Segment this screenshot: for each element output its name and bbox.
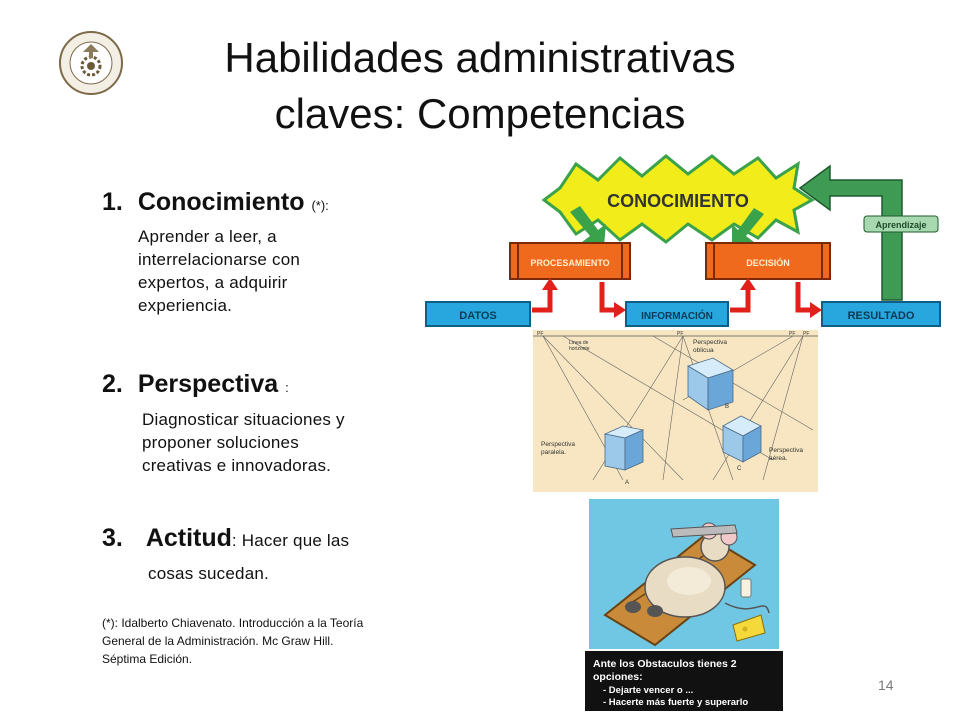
item-2-line: Diagnosticar situaciones y: [142, 410, 345, 429]
perspective-label-a: A: [625, 480, 630, 486]
item-1-description: [138, 225, 300, 317]
university-seal-logo: [58, 30, 124, 96]
perspective-pf-label: PF: [803, 331, 810, 337]
item-2-heading-row: [102, 370, 289, 399]
item-1-heading-row: [102, 188, 329, 217]
red-arrow-proc-down: [602, 282, 616, 310]
item-1-line: experiencia.: [138, 296, 233, 315]
aprendizaje-label: Aprendizaje: [875, 220, 927, 230]
footnote-line: (*): Idalberto Chiavenato. Introducción a la Teoría: [102, 616, 364, 630]
item-3-heading-row: [102, 524, 349, 553]
item-1-heading: Conocimiento: [137, 188, 305, 216]
footnote: [102, 614, 432, 668]
page-number: 14: [878, 677, 894, 693]
perspective-pf-label: PF: [789, 331, 796, 337]
item-3-note: : Hacer que las: [231, 531, 350, 550]
perspective-pf-label: PF: [677, 331, 684, 337]
mouse-trap-cartoon: [585, 495, 783, 711]
perspective-horizon-label-2: horizonte: [569, 346, 590, 352]
perspective-parallel-label-1: Perspectiva: [541, 441, 575, 448]
competency-item-3: [102, 524, 349, 553]
item-1-note: (*):: [311, 198, 329, 213]
item-3-number: 3.: [102, 524, 123, 552]
item-2-number: 2.: [102, 370, 123, 398]
mouse-caption-line-1: Ante los Obstaculos tienes 2: [593, 658, 737, 670]
knowledge-process-diagram: [420, 150, 945, 335]
item-2-heading: Perspectiva: [137, 370, 279, 398]
perspective-oblique-label-1: Perspectiva: [693, 339, 727, 346]
informacion-label: INFORMACIÓN: [641, 311, 713, 322]
perspective-pf-label: PF: [537, 331, 544, 337]
item-2-line: creativas e innovadoras.: [142, 456, 332, 475]
footnote-line: General de la Administración. Mc Graw Hill.: [102, 634, 334, 648]
slide-title: [130, 30, 830, 142]
red-arrow-datos-up: [532, 288, 550, 310]
item-1-line: Aprender a leer, a: [138, 227, 277, 246]
title-line-1: Habilidades administrativas: [224, 34, 736, 81]
perspective-aerial-label-1: Perspectiva: [769, 447, 803, 454]
competency-item-2: [102, 370, 289, 399]
perspective-oblique-label-2: oblicua: [693, 347, 714, 354]
item-2-description: [142, 408, 345, 477]
diagram-center-label: CONOCIMIENTO: [607, 191, 749, 211]
item-3-heading: Actitud: [145, 524, 232, 552]
perspective-parallel-label-2: paralela.: [541, 449, 566, 456]
competency-item-1: [102, 188, 329, 217]
mouse-caption-option-2: - Hacerte más fuerte y superarlo: [603, 697, 749, 708]
item-3-line: cosas sucedan.: [148, 564, 269, 583]
bottle-icon: [741, 579, 751, 597]
decision-label: DECISIÓN: [746, 258, 790, 268]
parallel-cube: [605, 426, 643, 470]
footnote-line: Séptima Edición.: [102, 652, 193, 666]
datos-label: DATOS: [459, 310, 497, 322]
red-arrow-info-up: [730, 288, 748, 310]
procesamiento-label: PROCESAMIENTO: [530, 258, 610, 268]
mouse-caption-line-2: opciones:: [593, 671, 643, 683]
item-1-number: 1.: [102, 188, 123, 216]
aerial-cube: [723, 416, 761, 462]
mouse-caption-option-1: - Dejarte vencer o ...: [603, 685, 694, 696]
perspective-illustration: [533, 330, 818, 492]
perspective-aerial-label-2: aérea.: [769, 455, 788, 462]
item-2-line: proponer soluciones: [142, 433, 299, 452]
item-1-line: expertos, a adquirir: [138, 273, 288, 292]
perspective-label-b: B: [725, 404, 730, 410]
title-line-2: claves: Competencias: [274, 90, 686, 137]
resultado-label: RESULTADO: [847, 310, 915, 322]
item-3-description: [148, 562, 269, 585]
red-arrow-dec-down: [798, 282, 812, 310]
perspective-horizon-label-1: Línea de: [569, 340, 589, 346]
item-2-note: :: [285, 380, 289, 395]
perspective-label-c: C: [737, 466, 742, 472]
item-1-line: interrelacionarse con: [138, 250, 301, 269]
